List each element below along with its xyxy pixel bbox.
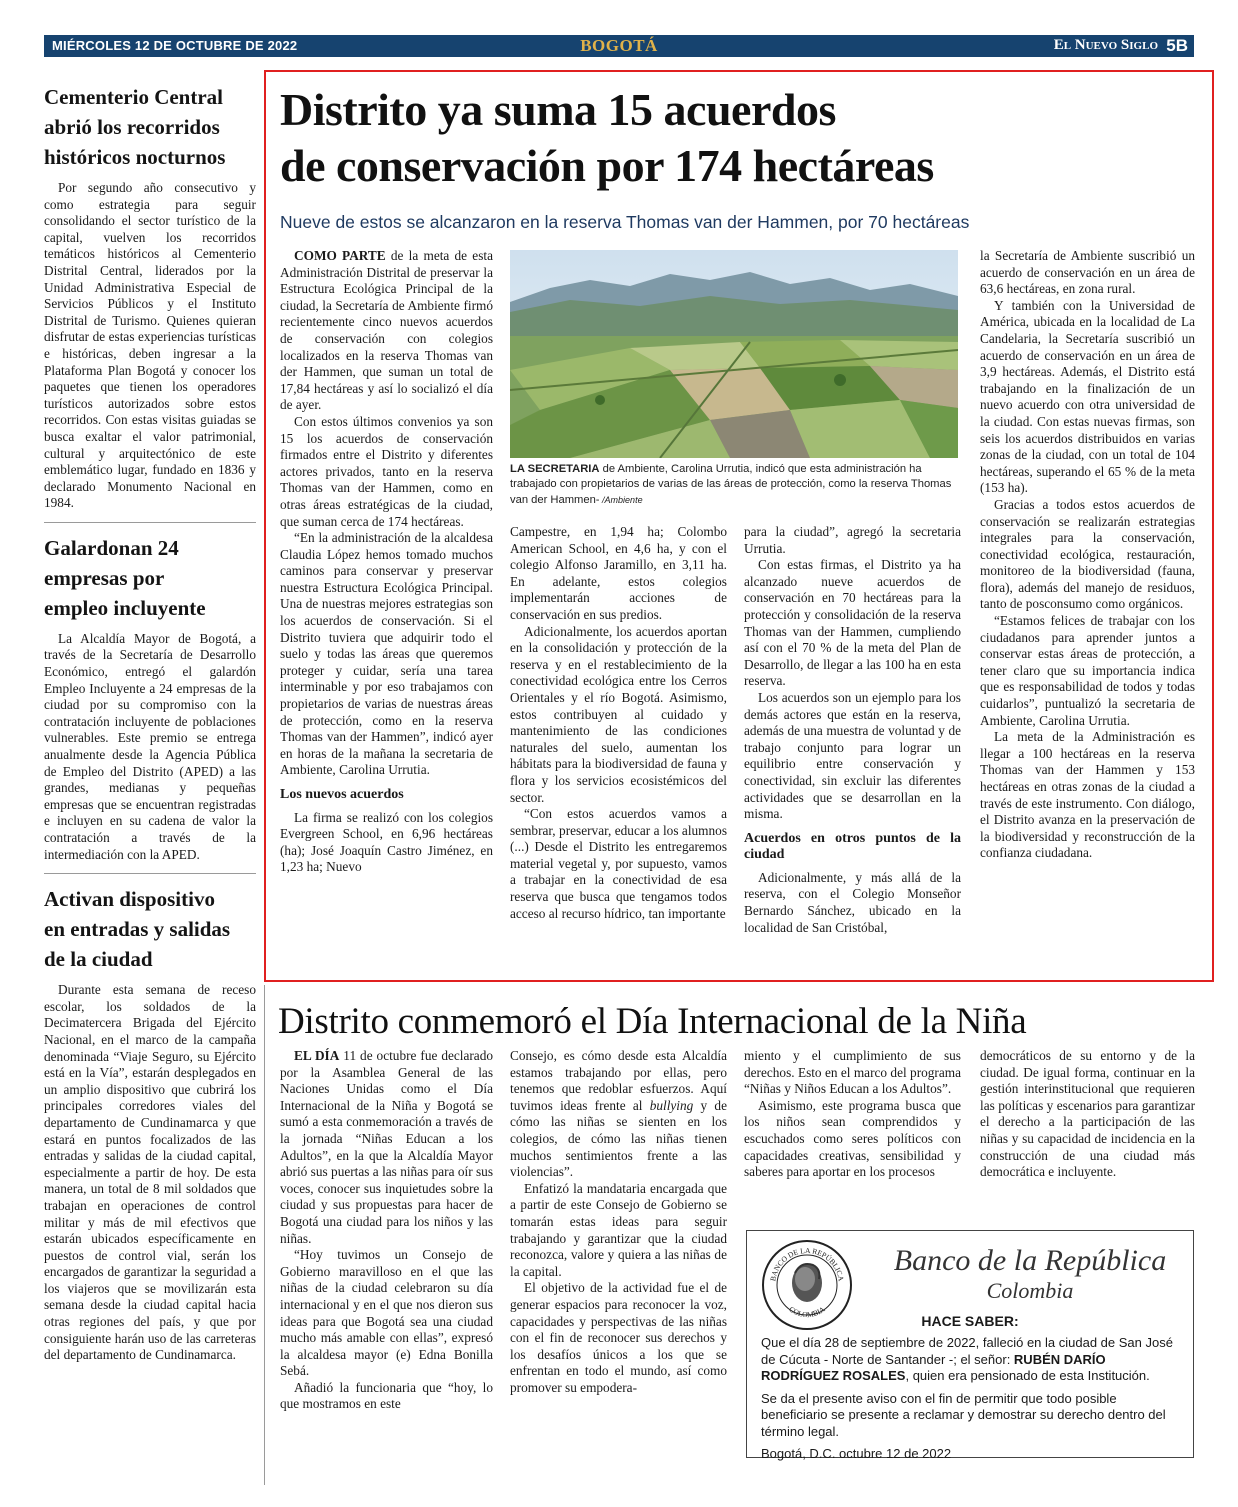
divider [44, 522, 256, 523]
section-subhead: Acuerdos en otros puntos de la ciudad [744, 830, 961, 863]
page-number: 5B [1166, 36, 1188, 55]
page-header-band [44, 35, 1194, 57]
main-col-3: para la ciudad”, agregó la secretaria Urrutia. Con estas firmas, el Distrito ya ha alcanzado nueve acuerdos de conservación en 70 hectáreas para la protección y consolidación de la reserva Thomas van der Hammen, cumpliendo así con el 70 % de la meta del Plan de Desarrollo, de llegar a las 100 ha en esta reserva. Los acuerdos son un ejemplo para los demás actores que están en la reserva, además de una muestra de voluntad y de trabajo conjunto para lograr un equilibrio entre conservación y conectividad, sin excluir las diferentes actividades que se desarrollan en la misma. Acuerdos en otros puntos de la ciudad Adicionalmente, y más allá de la reserva, con el Colegio Monseñor Bernardo Sánchez, ubicado en la localidad de San Cristóbal, [744, 524, 961, 935]
second-col-2: Consejo, es cómo desde esta Alcaldía estamos trabajando por ellas, pero tenemos que redoblar esfuerzos. Aquí tuvimos ideas frente al bullying y de cómo las niñas se sienten en los colegios, de cómo las niñas tienen muchos sentimientos frente a las violencias”. Enfatizó la mandataria encargada que a partir de este Consejo de Gobierno se tomarán estas ideas para seguir trabajando y garantizar que la ciudad reconozca, valore y quiera a las niñas de la capital. El objetivo de la actividad fue el de generar espacios para reconocer la voz, capacidades y perspectivas de las niñas con el fin de reconocer sus derechos y los desafíos únicos a los que se enfrentan en todo el mundo, así como promover su empodera- [510, 1048, 727, 1395]
seal-bottom-text: COLOMBIA [787, 1304, 827, 1320]
bank-notice [746, 1230, 1194, 1461]
notice-body: Que el día 28 de septiembre de 2022, falleció en la ciudad de San José de Cúcuta - Norte de Santander -; el señor: RUBÉN DARÍO RODRÍGUEZ ROSALES, quien era pensionado de esta Institución. Se da el presente aviso con el fin de permitir que todo posible beneficiario se presente a reclamar y demostrar su derecho dentro del término legal. Bogotá, D.C. octubre 12 de 2022 [761, 1335, 1173, 1461]
brief-3-body: Durante esta semana de receso escolar, los soldados de la Decimatercera Brigada del Ejército Nacional, en el marco de la campaña denominada “Viaje Seguro, su Ejército está en la Vía”, estarán desplegados en un amplio dispositivo que cubrirá los principales corredores viales del departamento de Cundinamarca y que estará en puntos focalizados de las entradas y salidas de la ciudad capital, especialmente a partir de hoy. De esta manera, un total de 8 mil soldados que trabajan en operaciones de control militar y más de mil efectivos que estarán ubicados específicamente en puestos de control vial, serán los encargados de garantizar la seguridad a los viajeros que se movilizarán esta semana desde la ciudad capital hacia otras regiones del país, y que por consiguiente harán uso de las carreteras del departamento de Cundinamarca. [44, 982, 256, 1363]
notice-title: HACE SABER: [921, 1313, 1019, 1329]
second-headline: Distrito conmemoró el Día Internacional de la Niña [278, 1001, 1027, 1042]
main-col-2: Campestre, en 1,94 ha; Colombo American School, en 4,6 ha, y con el colegio Alfonso Jaramillo, en 3,11 ha. En adelante, estos colegios implementarán acciones de conservación en sus predios. Adicionalmente, los acuerdos aportan en la consolidación y protección de la reserva y en el restablecimiento de la conectividad ecológica entre los Cerros Orientales y el río Bogotá. Asimismo, estos contribuyen al cuidado y mantenimiento de las condiciones naturales del suelo, aumentan los hábitats para la biodiversidad de fauna y flora y los servicios ecosistémicos del sector. “Con estos acuerdos vamos a sembrar, preservar, educar a los alumnos (...) Desde el Distrito les entregaremos material vegetal y, por supuesto, vamos a trabajar en la conectividad de esa reserva que busca que tengamos todos acceso al recurso hídrico, tan importante [510, 524, 727, 921]
second-col-1: EL DÍA 11 de octubre fue declarado por la Asamblea General de las Naciones Unidas como el Día Internacional de la Niña y Bogotá se sumó a esta conmemoración a través de la jornada “Niñas Educan a los Adultos”, en la que la Alcaldía Mayor abrió sus puertas a las niñas para oír sus voces, conocer sus inquietudes sobre la ciudad y sus propuestas para hacer de Bogotá una ciudad para los niños y las niñas. “Hoy tuvimos un Consejo de Gobierno maravilloso en el que las niñas de la ciudad celebraron su día internacional y en el que nos dieron sus ideas para que Bogotá sea una ciudad mucho más amable con ellas”, expresó la alcaldesa mayor (e) Edna Bonilla Sebá. Añadió la funcionaria que “hoy, lo que mostramos en este [280, 1048, 493, 1412]
lead-in: EL DÍA [294, 1048, 340, 1063]
seal-top-text: BANCO DE LA REPÚBLICA [768, 1245, 846, 1282]
aerial-landscape-photo [510, 250, 958, 458]
main-subheadline: Nueve de estos se alcanzaron en la reserva Thomas van der Hammen, por 70 hectáreas [280, 212, 970, 232]
bank-country: Colombia [986, 1278, 1074, 1303]
second-col-4: democráticos de su entorno y de la ciudad. De igual forma, continuar en la gestión interinstitucional que requieren las políticas y escenarios para garantizar el derecho a la participación de las niñas y su capacidad de incidencia en la construcción de una ciudad más democrática e incluyente. [980, 1048, 1195, 1180]
second-col-3: miento y el cumplimiento de sus derechos. Esto en el marco del programa “Niñas y Niños Educan a los Adultos”. Asimismo, este programa busca que los niños sean comprendidos y escuchados como seres políticos con capacidades creativas, sensibilidad y saberes para aportar en los procesos [744, 1048, 961, 1180]
divider [44, 873, 256, 874]
main-col-4: la Secretaría de Ambiente suscribió un acuerdo de conservación en un área de 63,6 hectáreas, en zona rural. Y también con la Universidad de América, ubicada en la localidad de La Candelaria, la Secretaría suscribió un acuerdo de conservación en un área de 3,9 hectáreas. Además, el Distrito está trabajando en la finalización de un nuevo acuerdo con otra universidad de la ciudad. Con estas nuevas firmas, son seis los acuerdos distribuidos en varias zonas de la ciudad, con un total de 104 hectáreas, superando el 65 % de la meta (153 ha). Gracias a todos estos acuerdos de conservación se realizarán estrategias integrales para la conservación, conectividad ecológica, restauración, monitoreo de la biodiversidad (fauna, flora), además del manejo de residuos, tanto de posconsumo como orgánicos. “Estamos felices de trabajar con los ciudadanos para aprender juntos a conservar estas áreas de protección, a tener claro que su importancia indica que es responsabilidad de todos y todas cuidarlos”, puntualizó la secretaria de Ambiente, Carolina Urrutia. La meta de la Administración es llegar a 100 hectáreas en la reserva Thomas van der Hammen y 153 hectáreas en otras zonas de la ciudad a través de este instrumento. Con diálogo, el Distrito avanza en la preservación de la biodiversidad y reconstrucción de la confianza ciudadana. [980, 248, 1195, 861]
issue-date: MIÉRCOLES 12 DE OCTUBRE DE 2022 [52, 38, 298, 53]
brief-1-body: Por segundo año consecutivo y como estrategia para seguir consolidando el sector turístico de la capital, vuelven los recorridos temáticos históricos al Cementerio Distrital Central, liderados por la Unidad Administrativa Especial de Servicios Públicos y el Instituto Distrital de Turismo. Quienes quieran disfrutar de estas experiencias turísticas e históricas, deben ingresar a la Plataforma Plan Bogotá y conocer los paquetes que tienen los operadores turísticos autorizados sobre estos recorridos. Con estas visitas guiadas se busca exaltar el valor patrimonial, cultural y arquitectónico de este emblemático lugar, fundado en 1836 y declarado Monumento Nacional en 1984. [44, 180, 256, 511]
brief-2-headline: Galardonan 24 empresas por empleo incluyente [44, 535, 206, 620]
bank-name: Banco de la República [893, 1244, 1167, 1277]
newspaper-name: El Nuevo Siglo [1053, 37, 1158, 53]
photo-caption: LA SECRETARIA de Ambiente, Carolina Urrutia, indicó que esta administración ha trabajado con propietarios de varias de las áreas de protección, como la reserva Thomas van der Hammen- /Ambiente [510, 463, 952, 506]
brief-1-headline: Cementerio Central abrió los recorridos históricos nocturnos [44, 85, 226, 169]
brief-2-body: La Alcaldía Mayor de Bogotá, a través de la Secretaría de Desarrollo Económico, entregó el galardón Empleo Incluyente a 24 empresas de la ciudad por su compromiso con la contratación incluyente de poblaciones vulnerables. Este premio se entrega anualmente desde la Agencia Pública de Empleo del Distrito (APED) a las grandes, medianas y pequeñas empresas que se encuentran registradas e incluyen en su cadena de valor la contratación a través de la intermediación con la APED. [44, 630, 256, 862]
lead-in: COMO PARTE [294, 248, 386, 263]
left-column [44, 82, 256, 1364]
main-headline: Distrito ya suma 15 acuerdos de conservación por 174 hectáreas [280, 84, 934, 191]
section-subhead: Los nuevos acuerdos [280, 787, 404, 802]
brief-3-headline: Activan dispositivo en entradas y salidas de la ciudad [44, 887, 231, 972]
section-name: BOGOTÁ [580, 36, 658, 55]
photo-credit: /Ambiente [599, 494, 643, 505]
column-separator [264, 985, 265, 1485]
main-col-1: COMO PARTE de la meta de esta Administración Distrital de preservar la Estructura Ecológica Principal de la ciudad, la Secretaría de Ambiente firmó recientemente cinco nuevos acuerdos de conservación con colegios localizados en la reserva Thomas van der Hammen, que suman un total de 17,84 hectáreas y así lo socializó el día de ayer. Con estos últimos convenios ya son 15 los acuerdos de conservación firmados entre el Distrito y diferentes actores privados, tanto en la reserva Thomas van der Hammen, como en otras áreas estratégicas de la ciudad, que suman cerca de 174 hectáreas. “En la administración de la alcaldesa Claudia López hemos tomado muchos caminos para conservar y preservar nuestra Estructura Ecológica Principal. Una de nuestras mejores estrategias son los acuerdos de conservación. Si el Distrito tuviera que adquirir todo el suelo y todas las áreas que queremos proteger y cuidar, sería una tarea interminable y por eso trabajamos con propietarios de varias de nuestras áreas de protección, como en la reserva Thomas van der Hammen”, indicó ayer en horas de la mañana la secretaria de Ambiente, Carolina Urrutia. Los nuevos acuerdos La firma se realizó con los colegios Evergreen School, en 6,96 hectáreas (ha); José Joaquín Castro Jiménez, en 1,23 ha; Nuevo [280, 248, 493, 875]
